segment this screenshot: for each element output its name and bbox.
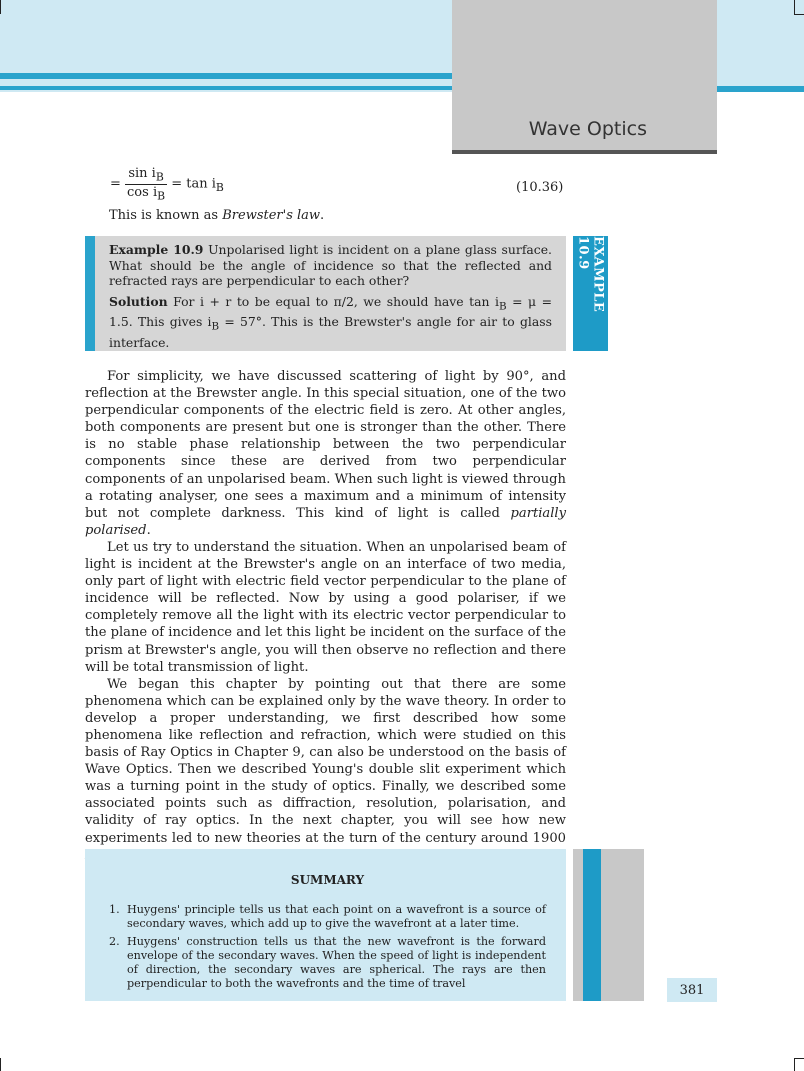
emphasis-term: partially polarised (85, 505, 566, 538)
brewster-prefix: This is known as (109, 208, 223, 223)
summary-box (85, 849, 566, 1001)
header-rule (0, 86, 452, 90)
crop-mark (794, 1058, 795, 1071)
solution-text: = μ = 1.5. This gives i (109, 293, 552, 330)
solution-subscript: B (211, 320, 220, 333)
equals-sign: = (171, 176, 187, 192)
example-box (85, 236, 566, 351)
example-heading: Example 10.9 (109, 242, 204, 257)
example-solution (109, 294, 552, 351)
paragraph-end: . (146, 522, 151, 538)
crop-mark (794, 0, 795, 14)
brewster-law-term: Brewster's law (222, 208, 321, 223)
header-rule (0, 73, 452, 79)
summary-side-stripe (583, 849, 601, 1001)
fraction (125, 166, 167, 202)
crop-mark (0, 1058, 1, 1071)
solution-label: Solution (109, 293, 168, 309)
body-text (85, 368, 566, 864)
fraction-denominator (125, 185, 167, 203)
header-rule (717, 86, 804, 92)
rhs-subscript: B (215, 181, 224, 195)
brewster-suffix: . (320, 208, 325, 223)
numerator-text: sin i (128, 166, 156, 181)
chapter-title: Wave Optics (528, 118, 647, 140)
equation-number: (10.36) (516, 180, 564, 195)
solution-text: For i + r to be equal to π/2, we should have tan i (173, 293, 499, 309)
example-question (109, 242, 552, 289)
summary-side-stripe (601, 849, 644, 1001)
paragraph: We began this chapter by pointing out that there are some phenomena which can be explained only by the wave theory. In order to develop a proper understanding, we first described how some phenomena like reflection and refraction, which were studied on this basis of Ray Optics in Chapter 9, can also be understood on the basis of Wave Optics. Then we described Young's double slit experiment which was a turning point in the study of optics. Finally, we described some associated points such as diffraction, resolution, polarisation, and validity of ray optics. In the next chapter, you will see how new experiments led to new theories at the turn of the century around 1900 (85, 676, 566, 846)
numerator-subscript: B (155, 170, 164, 184)
summary-item-number: 2. (109, 935, 120, 948)
example-tab (573, 236, 608, 351)
solution-text: = 57°. This is the Brewster's angle for air to glass interface. (109, 314, 552, 351)
example-question-text: Unpolarised light is incident on a plane glass surface. What should be the angle of incidence so that the reflected and refracted rays are perpendicular to each other? (109, 242, 552, 288)
equation (110, 166, 224, 202)
equals-sign: = (110, 176, 126, 192)
crop-mark (794, 14, 804, 15)
brewster-law-line (109, 208, 324, 223)
equation-rhs: tan i (186, 176, 216, 192)
crop-mark (794, 1058, 804, 1059)
summary-item-text: Huygens' construction tells us that the new wavefront is the forward envelope of the secondary waves. When the speed of light is independent of direction, the secondary waves are spherical. The rays are then perpendicular to both the wavefronts and the time of travel (127, 935, 546, 990)
paragraph-text: For simplicity, we have discussed scattering of light by 90°, and reflection at the Brewster angle. In this special situation, one of the two perpendicular components of the electric field is zero. At other angles, both components are present but one is stronger than the other. There is no stable phase relationship between the two perpendicular components since these are derived from two perpendicular components of an unpolarised beam. When such light is viewed through a rotating analyser, one sees a maximum and a minimum of intensity but not complete darkness. This kind of light is called (85, 369, 566, 521)
page-number: 381 (667, 978, 717, 1002)
example-tab-label: EXAMPLE 10.9 (575, 236, 606, 313)
paragraph (85, 368, 566, 539)
summary-item-text: Huygens' principle tells us that each point on a wavefront is a source of secondary waves, which add up to give the wavefront at a later time. (127, 903, 546, 930)
solution-subscript: B (499, 299, 507, 312)
denominator-subscript: B (157, 189, 166, 203)
fraction-numerator (125, 166, 167, 185)
summary-item-number: 1. (109, 903, 120, 916)
summary-item (109, 935, 546, 991)
summary-side-stripe (573, 849, 583, 1001)
summary-item (109, 903, 546, 931)
denominator-text: cos i (127, 184, 158, 200)
crop-mark (0, 0, 1, 14)
paragraph: Let us try to understand the situation. When an unpolarised beam of light is incident at the Brewster's angle on an interface of two media, only part of light with electric field vector perpendicular to the plane of incidence will be reflected. Now by using a good polariser, if we completely remove all the light with its electric vector perpendicular to the plane of incidence and let this light be incident on the surface of the prism at Brewster's angle, you will then observe no reflection and there will be total transmission of light. (85, 539, 566, 675)
summary-title: SUMMARY (290, 873, 365, 887)
chapter-header-box (452, 0, 717, 154)
